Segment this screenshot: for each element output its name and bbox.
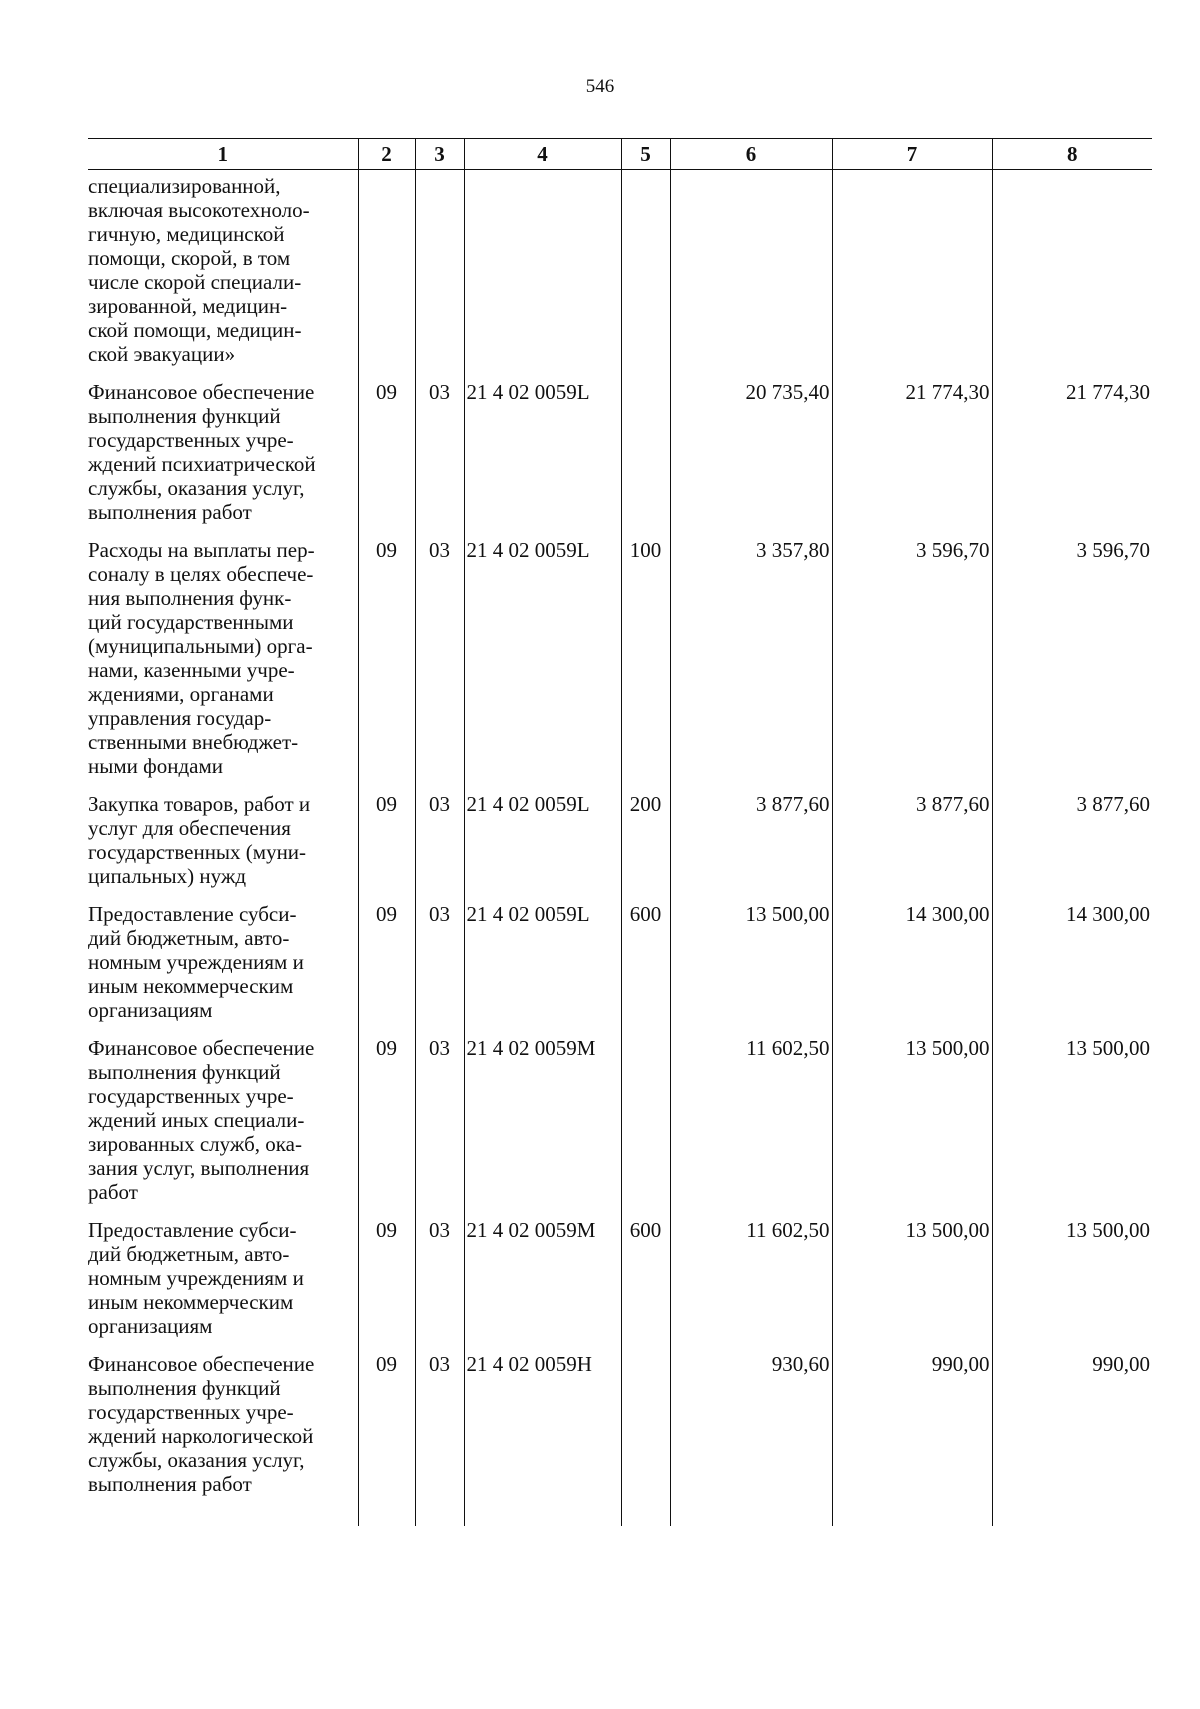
row-value-col8: 3 877,60 [992, 792, 1152, 902]
row-subsection [415, 170, 464, 381]
row-value-col6: 11 602,50 [670, 1036, 832, 1218]
row-expense-type: 600 [621, 902, 670, 1036]
row-value-col8: 21 774,30 [992, 380, 1152, 538]
row-section: 09 [358, 1036, 415, 1218]
row-name: Финансовое обеспечение выполнения функций государственных учре- ждений наркологической службы, оказания услуг, выполнения работ [88, 1352, 315, 1496]
row-value-col7: 13 500,00 [832, 1036, 992, 1218]
row-value-col8: 14 300,00 [992, 902, 1152, 1036]
row-section: 09 [358, 1352, 415, 1526]
row-name: Расходы на выплаты пер- соналу в целях обеспече- ния выполнения функ- ций государственными (муниципальными) орга- нами, казенными учре- ждениями, органами управления государ- ственными внебюджет- ными фондами [88, 538, 315, 778]
row-value-col7: 990,00 [832, 1352, 992, 1526]
row-expense-type [621, 170, 670, 381]
column-header-4: 4 [464, 139, 621, 170]
row-value-col8: 990,00 [992, 1352, 1152, 1526]
row-value-col7: 13 500,00 [832, 1218, 992, 1352]
row-target-article: 21 4 02 0059H [464, 1352, 621, 1526]
row-subsection: 03 [415, 1352, 464, 1526]
row-value-col8 [992, 170, 1152, 381]
column-header-3: 3 [415, 139, 464, 170]
row-subsection: 03 [415, 902, 464, 1036]
row-value-col7: 3 877,60 [832, 792, 992, 902]
row-target-article: 21 4 02 0059M [464, 1036, 621, 1218]
header-row [88, 139, 1152, 170]
row-subsection: 03 [415, 538, 464, 792]
row-subsection: 03 [415, 792, 464, 902]
row-value-col6: 3 357,80 [670, 538, 832, 792]
row-name: Финансовое обеспечение выполнения функций государственных учре- ждений психиатрической службы, оказания услуг, выполнения работ [88, 380, 316, 524]
column-header-7: 7 [832, 139, 992, 170]
budget-table [88, 138, 1152, 1526]
row-value-col7: 14 300,00 [832, 902, 992, 1036]
column-header-8: 8 [992, 139, 1152, 170]
row-expense-type [621, 1352, 670, 1526]
row-section: 09 [358, 902, 415, 1036]
table-header [88, 139, 1152, 170]
row-value-col7 [832, 170, 992, 381]
row-expense-type: 200 [621, 792, 670, 902]
table-row [88, 538, 1152, 792]
row-section [358, 170, 415, 381]
row-target-article: 21 4 02 0059M [464, 1218, 621, 1352]
row-name: Предоставление субси- дий бюджетным, авто- номным учреждениям и иным некоммерческим организациям [88, 902, 304, 1022]
row-value-col8: 3 596,70 [992, 538, 1152, 792]
row-value-col6 [670, 170, 832, 381]
table-row [88, 1352, 1152, 1526]
table-row [88, 792, 1152, 902]
row-target-article [464, 170, 621, 381]
row-expense-type [621, 380, 670, 538]
row-value-col8: 13 500,00 [992, 1036, 1152, 1218]
row-expense-type: 100 [621, 538, 670, 792]
row-target-article: 21 4 02 0059L [464, 380, 621, 538]
row-name: Закупка товаров, работ и услуг для обеспечения государственных (муни- ципальных) нужд [88, 792, 311, 888]
table-row [88, 1218, 1152, 1352]
row-value-col6: 3 877,60 [670, 792, 832, 902]
row-value-col8: 13 500,00 [992, 1218, 1152, 1352]
row-expense-type: 600 [621, 1218, 670, 1352]
row-name: Финансовое обеспечение выполнения функций государственных учре- ждений иных специали- зированных служб, ока- зания услуг, выполнения работ [88, 1036, 315, 1204]
table-row [88, 170, 1152, 381]
column-header-6: 6 [670, 139, 832, 170]
column-header-2: 2 [358, 139, 415, 170]
column-header-1: 1 [88, 139, 358, 170]
row-subsection: 03 [415, 380, 464, 538]
table-row [88, 380, 1152, 538]
row-value-col6: 20 735,40 [670, 380, 832, 538]
row-section: 09 [358, 792, 415, 902]
page-number: 546 [585, 76, 615, 97]
table-row [88, 1036, 1152, 1218]
row-section: 09 [358, 538, 415, 792]
row-value-col6: 11 602,50 [670, 1218, 832, 1352]
row-section: 09 [358, 1218, 415, 1352]
row-name: Предоставление субси- дий бюджетным, авто- номным учреждениям и иным некоммерческим организациям [88, 1218, 304, 1338]
row-target-article: 21 4 02 0059L [464, 902, 621, 1036]
column-header-5: 5 [621, 139, 670, 170]
row-target-article: 21 4 02 0059L [464, 792, 621, 902]
row-value-col7: 3 596,70 [832, 538, 992, 792]
table-body [88, 170, 1152, 1527]
row-value-col6: 930,60 [670, 1352, 832, 1526]
row-subsection: 03 [415, 1218, 464, 1352]
row-section: 09 [358, 380, 415, 538]
row-value-col6: 13 500,00 [670, 902, 832, 1036]
table-row [88, 902, 1152, 1036]
row-name: специализированной, включая высокотехноло- гичную, медицинской помощи, скорой, в том числе скорой специали- зированной, медицин- ской помощи, медицин- ской эвакуации» [88, 174, 310, 366]
row-target-article: 21 4 02 0059L [464, 538, 621, 792]
row-value-col7: 21 774,30 [832, 380, 992, 538]
row-expense-type [621, 1036, 670, 1218]
row-subsection: 03 [415, 1036, 464, 1218]
